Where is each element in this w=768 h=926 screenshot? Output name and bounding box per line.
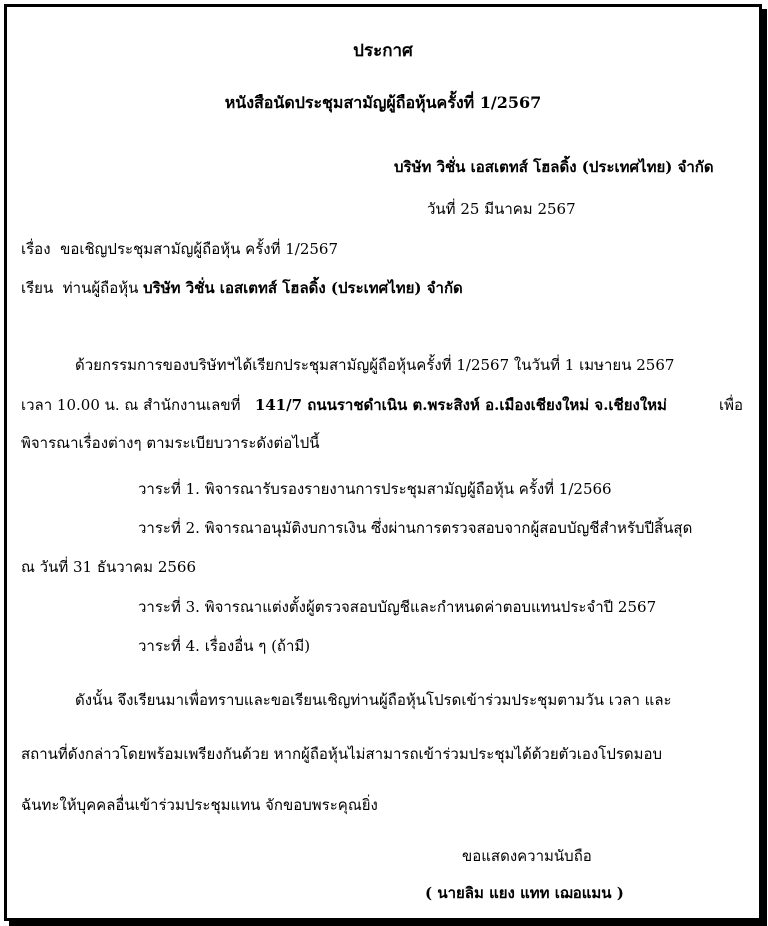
subject-text: ขอเชิญประชุมสามัญผู้ถือหุ้น ครั้งที่ 1/2567 xyxy=(60,240,339,258)
intro-time-place: เวลา 10.00 น. ณ สำนักงานเลขที่ xyxy=(21,396,241,414)
intro-line-2 xyxy=(21,395,743,415)
agenda-item-2: วาระที่ 2. พิจารณาอนุมัติงบการเงิน ซึ่งผ่านการตรวจสอบจากผู้สอบบัญชีสำหรับปีสิ้นสุด xyxy=(138,519,693,537)
intro-line-3: พิจารณาเรื่องต่างๆ ตามระเบียบวาระดังต่อไปนี้ xyxy=(21,434,320,452)
intro-line-1: ด้วยกรรมการของบริษัทฯได้เรียกประชุมสามัญผู้ถือหุ้นครั้งที่ 1/2567 ในวันที่ 1 เมษายน 2567 xyxy=(75,356,675,374)
subject-label: เรื่อง xyxy=(21,240,51,258)
closing-line-2: สถานที่ดังกล่าวโดยพร้อมเพรียงกันด้วย หากผู้ถือหุ้นไม่สามารถเข้าร่วมประชุมได้ด้วยตัวเองโปรดมอบ xyxy=(21,745,663,763)
page-title: ประกาศ xyxy=(353,41,413,61)
signature-name: ( นายลิม แยง แทท เฌอแมน ) xyxy=(425,884,624,902)
signature-regards: ขอแสดงความนับถือ xyxy=(462,847,592,865)
intro-address: 141/7 ถนนราชดำเนิน ต.พระสิงห์ อ.เมืองเชียงใหม่ จ.เชียงใหม่ xyxy=(254,396,667,414)
closing-line-3: ฉันทะให้บุคคลอื่นเข้าร่วมประชุมแทน จักขอบพระคุณยิ่ง xyxy=(21,796,378,814)
agenda-item-3: วาระที่ 3. พิจารณาแต่งตั้งผู้ตรวจสอบบัญชีและกำหนดค่าตอบแทนประจำปี 2567 xyxy=(138,598,657,616)
intro-purpose: เพื่อ xyxy=(718,396,743,414)
recipient-company: บริษัท วิชั่น เอสเตทส์ โฮลดิ้ง (ประเทศไทย) จำกัด xyxy=(143,279,463,297)
recipient-line xyxy=(21,278,463,298)
document-page xyxy=(4,4,762,921)
agenda-item-2-continued: ณ วันที่ 31 ธันวาคม 2566 xyxy=(21,558,196,576)
recipient-label: เรียน xyxy=(21,279,54,297)
company-name: บริษัท วิชั่น เอสเตทส์ โฮลดิ้ง (ประเทศไทย) จำกัด xyxy=(394,158,714,176)
agenda-item-1: วาระที่ 1. พิจารณารับรองรายงานการประชุมสามัญผู้ถือหุ้น ครั้งที่ 1/2566 xyxy=(138,480,612,498)
subject-line xyxy=(21,239,338,259)
agenda-item-4: วาระที่ 4. เรื่องอื่น ๆ (ถ้ามี) xyxy=(138,637,311,655)
page-subtitle: หนังสือนัดประชุมสามัญผู้ถือหุ้นครั้งที่ 1/2567 xyxy=(224,93,542,112)
closing-line-1: ดังนั้น จึงเรียนมาเพื่อทราบและขอเรียนเชิญท่านผู้ถือหุ้นโปรดเข้าร่วมประชุมตามวัน เวลา และ xyxy=(75,691,672,709)
document-date: วันที่ 25 มีนาคม 2567 xyxy=(427,200,576,218)
recipient-prefix: ท่านผู้ถือหุ้น xyxy=(62,279,139,297)
